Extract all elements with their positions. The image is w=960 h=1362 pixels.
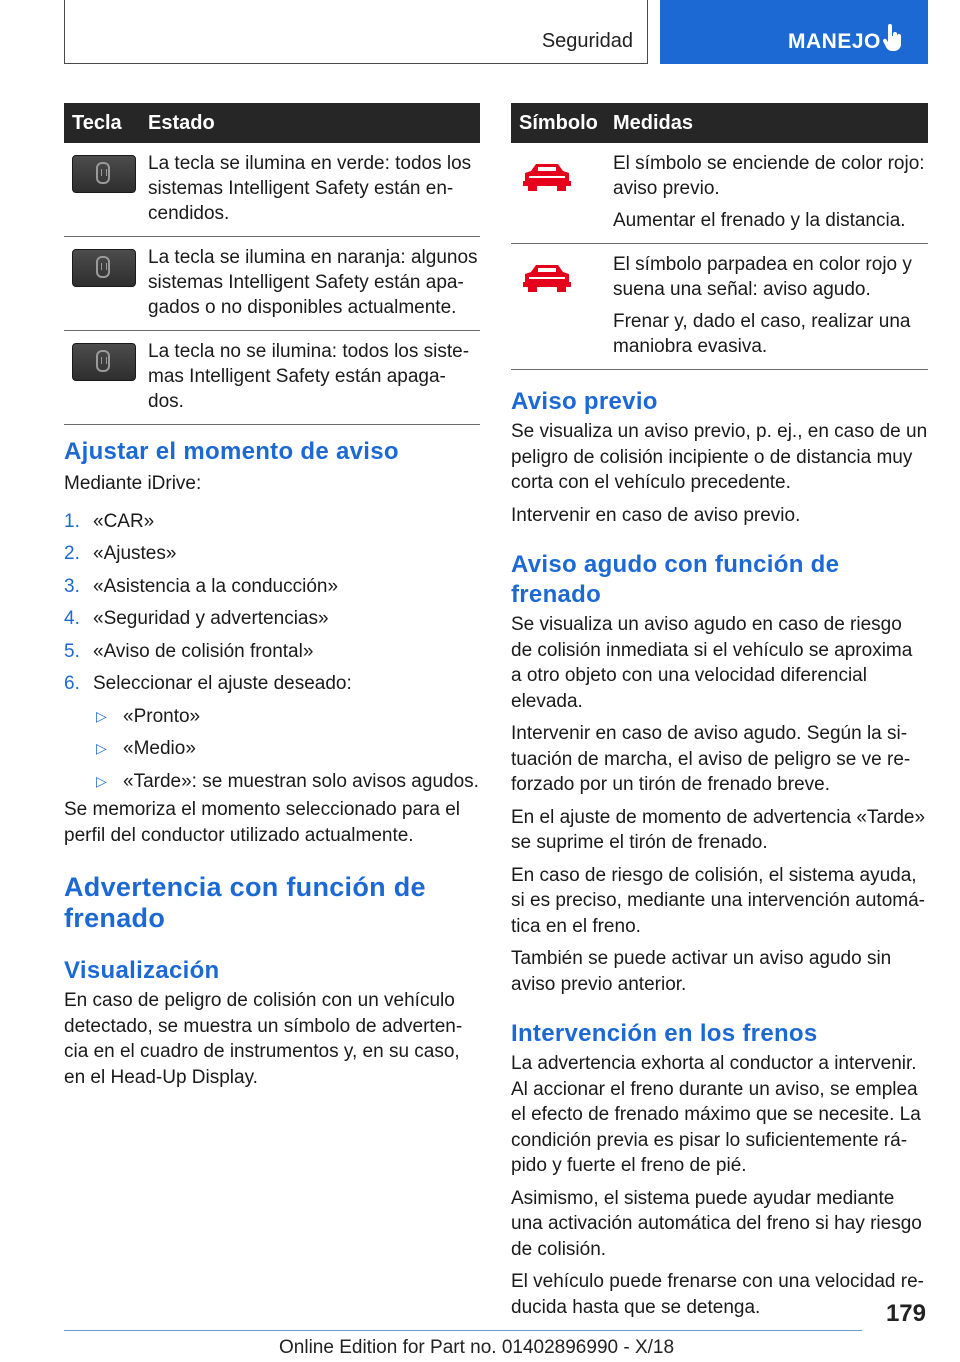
section-heading: Aviso previo xyxy=(511,388,658,415)
table-row xyxy=(511,244,928,370)
adjust-section xyxy=(64,437,480,1090)
header-section-box xyxy=(64,0,648,64)
table-header-key: Tecla xyxy=(64,103,148,143)
table-header-status: Estado xyxy=(148,103,480,143)
steps-list xyxy=(64,509,480,704)
paragraph: El vehículo puede frenarse con una velocidad re-ducida hasta que se detenga. xyxy=(511,1271,924,1318)
triangle-bullet-icon: ▷ xyxy=(96,740,107,756)
footer-divider xyxy=(64,1330,862,1331)
paragraph: Se visualiza un aviso agudo en caso de riesgo de colisión inmediata si el vehículo se aproxima a otro objeto con una velocidad diferencial elevada. xyxy=(511,614,913,712)
paragraph: En el ajuste de momento de advertencia «Tarde» se suprime el tirón de frenado. xyxy=(511,806,926,853)
table-header-measures: Medidas xyxy=(613,103,928,143)
paragraph: También se puede activar un aviso agudo sin aviso previo anterior. xyxy=(511,948,892,995)
paragraph: Intervenir en caso de aviso previo. xyxy=(511,504,801,526)
safety-key-icon xyxy=(72,343,136,381)
subsection-heading: Visualización xyxy=(64,957,220,984)
table-row xyxy=(64,143,480,237)
measure-text: Frenar y, dado el caso, realizar una maniobra evasiva. xyxy=(613,311,911,357)
key-status-table xyxy=(64,103,480,425)
symbol-measures-table xyxy=(511,103,928,370)
measure-text: El símbolo se enciende de color rojo: aviso previo. xyxy=(613,153,925,199)
warnings-section xyxy=(511,387,928,1320)
paragraph: Se visualiza un aviso previo, p. ej., en caso de un peligro de colisión incipiente o de distancia muy corta con el vehículo precedente. xyxy=(511,421,928,493)
table-header-symbol: Símbolo xyxy=(511,103,613,143)
hand-pointer-icon xyxy=(882,24,904,52)
list-item: 1. «CAR» xyxy=(64,510,155,532)
status-text: La tecla se ilumina en verde: todos los sistemas Intelligent Safety están en-cendidos. xyxy=(148,153,472,224)
table-row xyxy=(511,143,928,244)
list-item: ▷ «Medio» xyxy=(96,738,196,759)
table-row xyxy=(64,331,480,425)
status-text: La tecla se ilumina en naranja: algunos sistemas Intelligent Safety están apa-gados o no disponibles actualmente. xyxy=(148,247,478,318)
options-list xyxy=(64,704,480,802)
section-heading: Aviso agudo con función de frenado xyxy=(511,551,840,608)
list-item: ▷ «Pronto» xyxy=(96,705,201,727)
chapter-tab xyxy=(660,0,928,64)
list-item: ▷ «Tarde»: se muestran solo avisos agudos. xyxy=(96,770,479,792)
list-item: 5. «Aviso de colisión frontal» xyxy=(64,640,314,662)
chapter-title: MANEJO xyxy=(788,30,881,53)
triangle-bullet-icon: ▷ xyxy=(96,772,107,789)
table-row xyxy=(64,237,480,331)
list-item: 2. «Ajustes» xyxy=(64,543,177,564)
paragraph: Intervenir en caso de aviso agudo. Según la si-tuación de marcha, el aviso de peligro se ve re-forzado por un tirón de frenado breve. xyxy=(511,723,911,795)
list-item: 6. Seleccionar el ajuste deseado: xyxy=(64,673,352,694)
section-heading: Ajustar el momento de aviso xyxy=(64,438,399,465)
list-item: 3. «Asistencia a la conducción» xyxy=(64,575,339,597)
paragraph: Se memoriza el momento seleccionado para el perfil del conductor utilizado actualmente. xyxy=(64,799,461,846)
safety-key-icon xyxy=(72,155,136,193)
car-warning-icon xyxy=(521,159,573,193)
triangle-bullet-icon: ▷ xyxy=(96,707,107,724)
safety-key-icon xyxy=(72,249,136,287)
car-warning-icon xyxy=(521,260,573,294)
paragraph: La advertencia exhorta al conductor a intervenir. Al accionar el freno durante un aviso, se emplea el efecto de frenado máximo que se necesite. La condición previa es pisar lo suficientemente rá-pido y fuerte el freno de pié. xyxy=(511,1053,921,1176)
list-item: 4. «Seguridad y advertencias» xyxy=(64,608,329,629)
measure-text: Aumentar el frenado y la distancia. xyxy=(613,210,906,231)
paragraph: En caso de riesgo de colisión, el sistema ayuda, si es preciso, mediante una intervención automá-tica en el freno. xyxy=(511,864,926,937)
paragraph: Asimismo, el sistema puede ayudar mediante una activación automática del freno si hay riesgo de colisión. xyxy=(511,1187,922,1260)
paragraph: Mediante iDrive: xyxy=(64,473,202,494)
edition-text: Online Edition for Part no. 01402896990 - X/18 xyxy=(279,1337,675,1358)
section-title: Seguridad xyxy=(541,30,633,52)
paragraph: En caso de peligro de colisión con un vehículo detectado, se muestra un símbolo de adverten-cia en el cuadro de instrumentos y, en su caso, en el Head-Up Display. xyxy=(64,990,463,1088)
section-heading: Intervención en los frenos xyxy=(511,1020,818,1047)
page-number: 179 xyxy=(885,1300,926,1327)
section-heading: Advertencia con función de frenado xyxy=(64,872,426,933)
status-text: La tecla no se ilumina: todos los siste-mas Intelligent Safety están apaga-dos. xyxy=(148,341,470,412)
measure-text: El símbolo parpadea en color rojo y suena una señal: aviso agudo. xyxy=(613,254,912,300)
